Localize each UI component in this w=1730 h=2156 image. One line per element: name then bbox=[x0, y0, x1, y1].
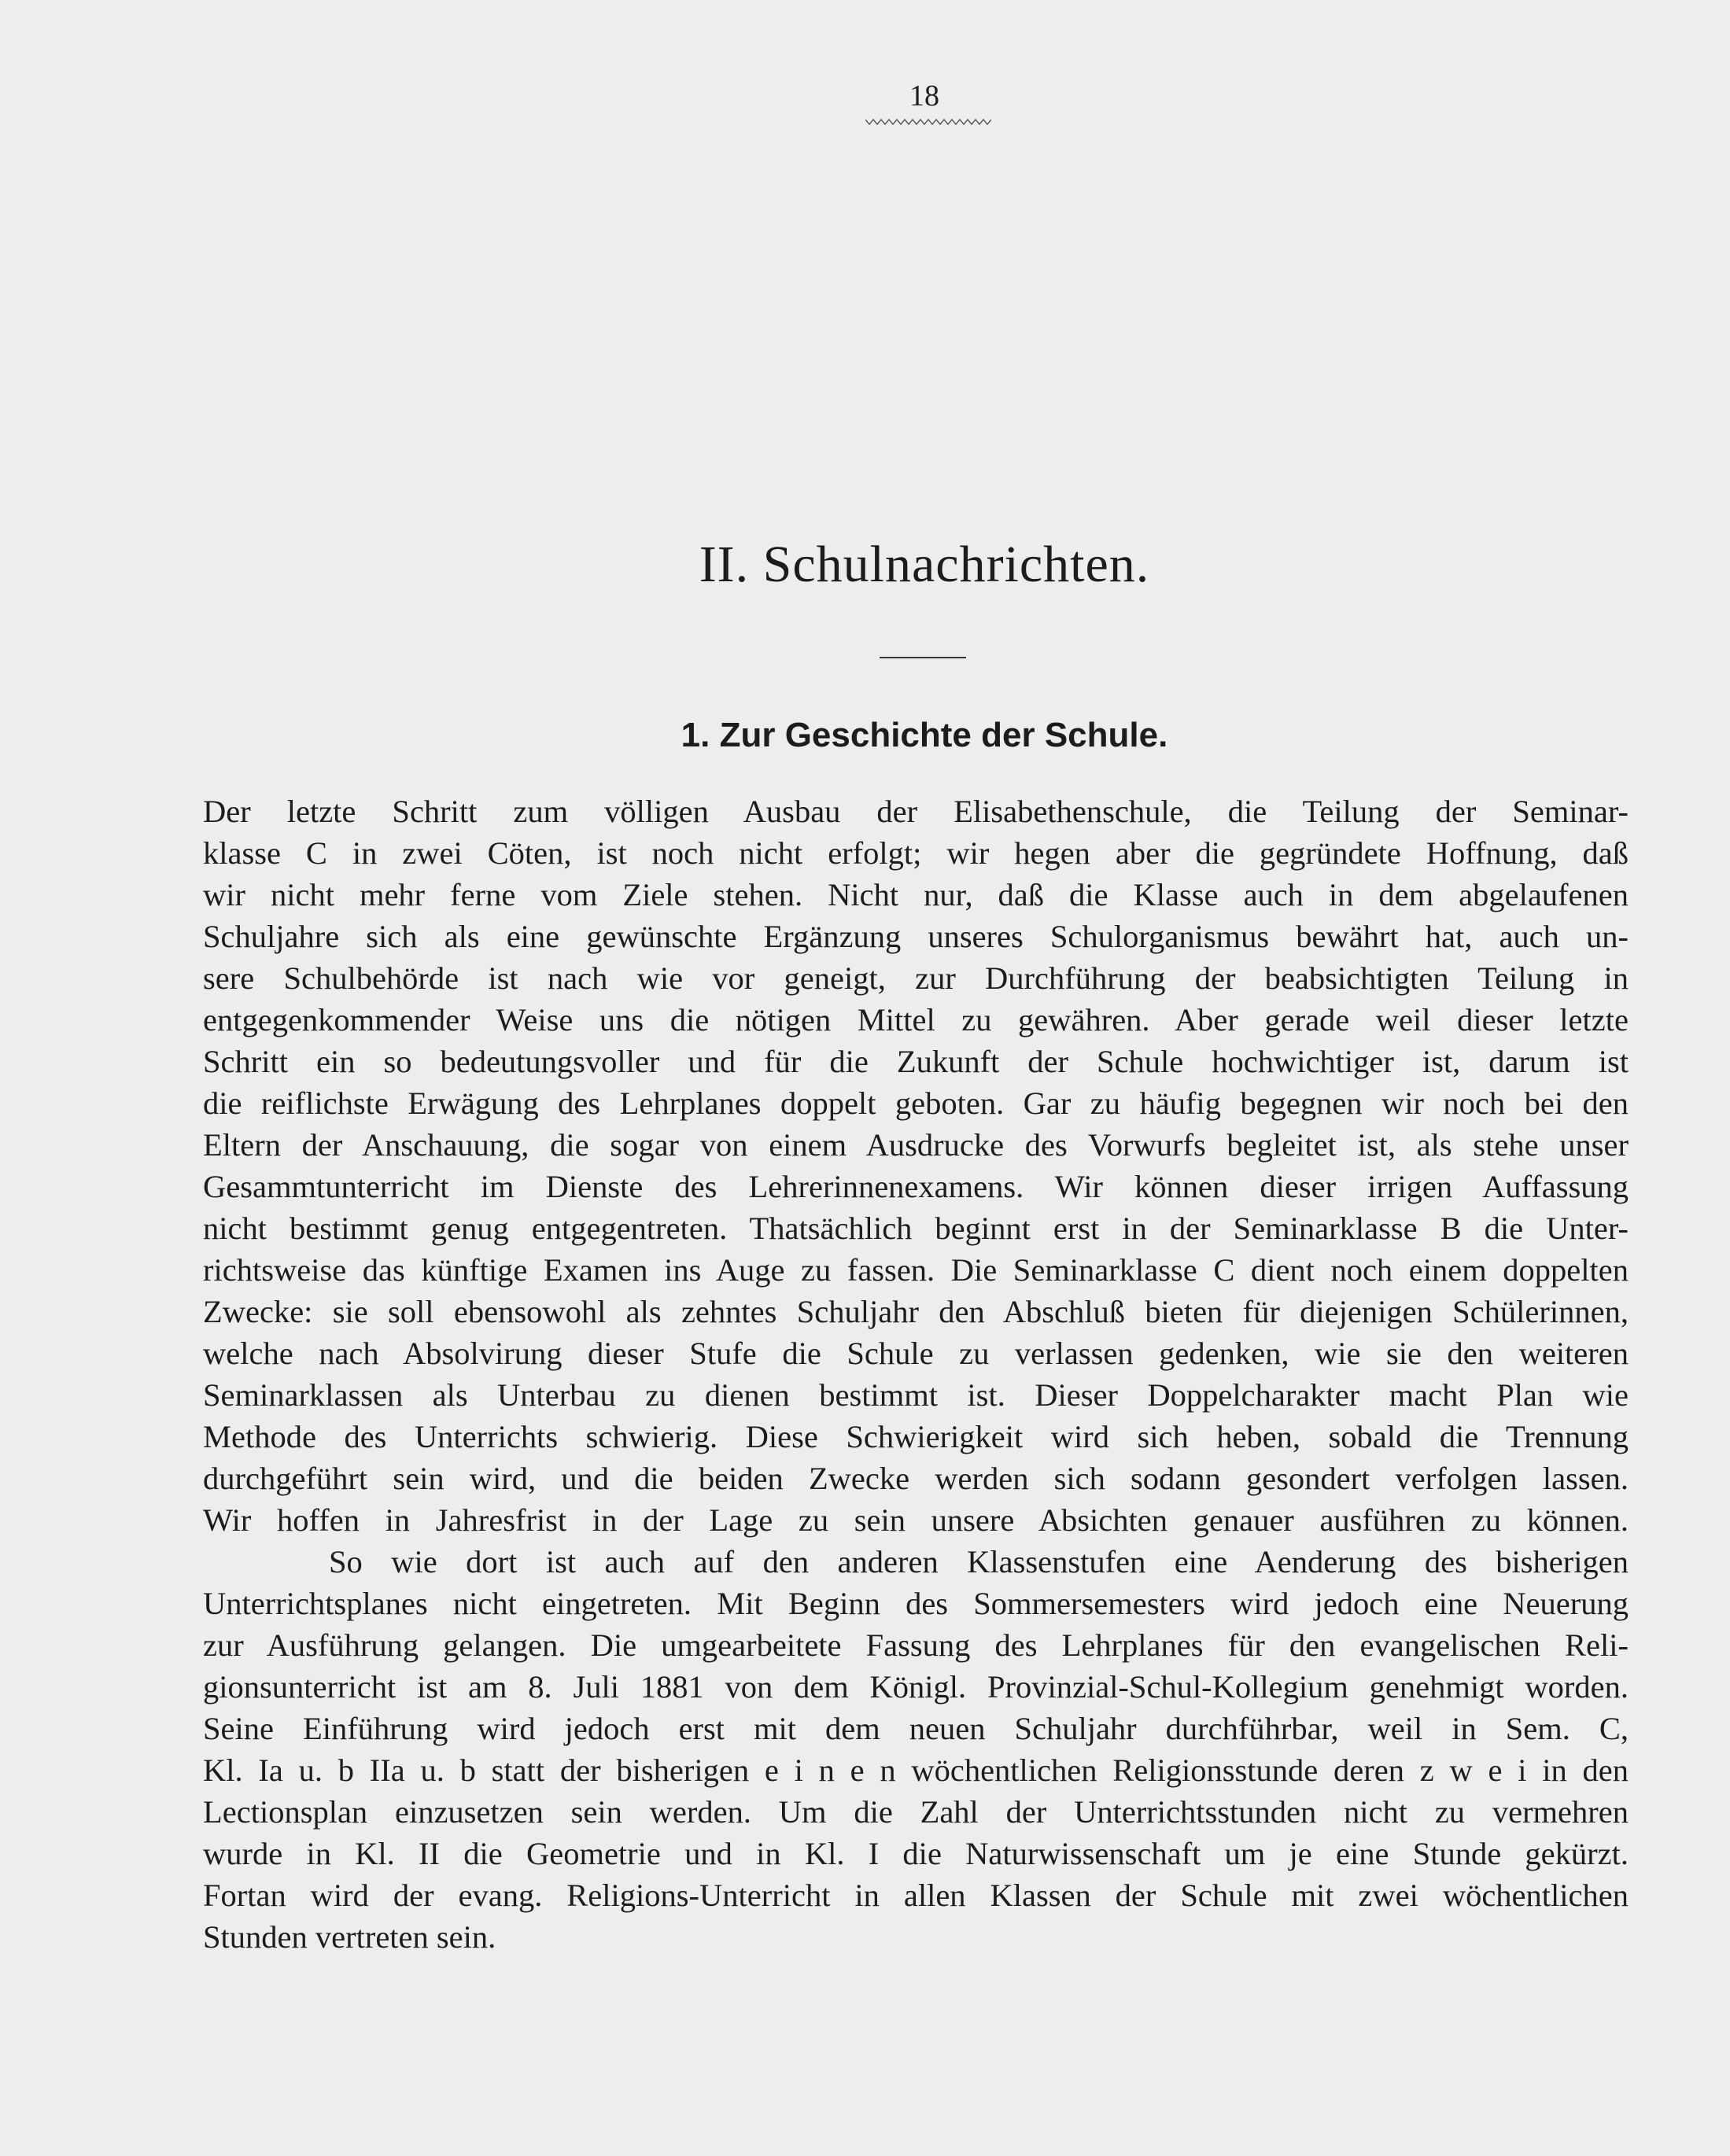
text-line: entgegenkommender Weise uns die nötigen Mittel zu gewähren. Aber gerade weil dieser letzte bbox=[203, 1002, 1629, 1037]
text-line: die reiflichste Erwägung des Lehrplanes doppelt geboten. Gar zu häufig begegnen wir noch bei den bbox=[203, 1085, 1629, 1121]
page-number-ornament bbox=[865, 118, 991, 126]
text-line: Kl. Ia u. b IIa u. b statt der bisherigen e i n e n wöchentlichen Religionsstunde deren z w e i in den bbox=[203, 1752, 1629, 1788]
text-line: durchgeführt sein wird, und die beiden Zwecke werden sich sodann gesondert verfolgen lassen. bbox=[203, 1461, 1629, 1496]
page-number: 18 bbox=[909, 79, 939, 112]
text-line: Zwecke: sie soll ebensowohl als zehntes Schuljahr den Abschluß bieten für diejenigen Schülerinnen, bbox=[203, 1294, 1629, 1329]
body-text bbox=[203, 791, 1629, 1958]
paragraph-1 bbox=[203, 791, 1629, 1541]
section-title: 1. Zur Geschichte der Schule. bbox=[681, 716, 1168, 754]
text-line: Seine Einführung wird jedoch erst mit dem neuen Schuljahr durchführbar, weil in Sem. C, bbox=[203, 1711, 1629, 1746]
text-line: Methode des Unterrichts schwierig. Diese Schwierigkeit wird sich heben, sobald die Trennung bbox=[203, 1419, 1629, 1454]
text-line: Gesammtunterricht im Dienste des Lehrerinnenexamens. Wir können dieser irrigen Auffassung bbox=[203, 1169, 1629, 1204]
text-line: gionsunterricht ist am 8. Juli 1881 von dem Königl. Provinzial-Schul-Kollegium genehmigt worden. bbox=[203, 1669, 1629, 1705]
text-line: Stunden vertreten sein. bbox=[203, 1919, 496, 1955]
paragraph-2 bbox=[203, 1541, 1629, 1958]
text-line: Lectionsplan einzusetzen sein werden. Um die Zahl der Unterrichtsstunden nicht zu vermehren bbox=[203, 1794, 1629, 1830]
text-line: sere Schulbehörde ist nach wie vor geneigt, zur Durchführung der beabsichtigten Teilung in bbox=[203, 960, 1629, 996]
text-line: Schuljahre sich als eine gewünschte Ergänzung unseres Schulorganismus bewährt hat, auch un- bbox=[203, 919, 1629, 954]
text-line: nicht bestimmt genug entgegentreten. Thatsächlich beginnt erst in der Seminarklasse B die Unter- bbox=[203, 1211, 1629, 1246]
text-line: richtsweise das künftige Examen ins Auge zu fassen. Die Seminarklasse C dient noch einem doppelten bbox=[203, 1252, 1629, 1288]
text-line: Wir hoffen in Jahresfrist in der Lage zu sein unsere Absichten genauer ausführen zu können. bbox=[203, 1502, 1629, 1538]
text-line: Schritt ein so bedeutungsvoller und für die Zukunft der Schule hochwichtiger ist, darum ist bbox=[203, 1044, 1629, 1079]
text-line: Seminarklassen als Unterbau zu dienen bestimmt ist. Dieser Doppelcharakter macht Plan wie bbox=[203, 1377, 1629, 1413]
text-line: Eltern der Anschauung, die sogar von einem Ausdrucke des Vorwurfs begleitet ist, als stehe unser bbox=[203, 1127, 1629, 1163]
text-line: Der letzte Schritt zum völligen Ausbau der Elisabethenschule, die Teilung der Seminar- bbox=[203, 794, 1629, 829]
text-line: Fortan wird der evang. Religions-Unterricht in allen Klassen der Schule mit zwei wöchentlichen bbox=[203, 1878, 1629, 1913]
text-line: zur Ausführung gelangen. Die umgearbeitete Fassung des Lehrplanes für den evangelischen Reli- bbox=[203, 1627, 1629, 1663]
chapter-title: II. Schulnachrichten. bbox=[699, 536, 1150, 593]
text-line: wir nicht mehr ferne vom Ziele stehen. Nicht nur, daß die Klasse auch in dem abgelaufenen bbox=[203, 877, 1629, 912]
title-divider bbox=[880, 657, 966, 658]
text-line: Unterrichtsplanes nicht eingetreten. Mit Beginn des Sommersemesters wird jedoch eine Neuerung bbox=[203, 1586, 1629, 1621]
text-line: wurde in Kl. II die Geometrie und in Kl. I die Naturwissenschaft um je eine Stunde gekürzt. bbox=[203, 1836, 1629, 1871]
text-line: welche nach Absolvirung dieser Stufe die Schule zu verlassen gedenken, wie sie den weiteren bbox=[203, 1336, 1629, 1371]
text-line: klasse C in zwei Cöten, ist noch nicht erfolgt; wir hegen aber die gegründete Hoffnung, daß bbox=[203, 835, 1629, 871]
text-line: So wie dort ist auch auf den anderen Klassenstufen eine Aenderung des bisherigen bbox=[329, 1544, 1629, 1579]
